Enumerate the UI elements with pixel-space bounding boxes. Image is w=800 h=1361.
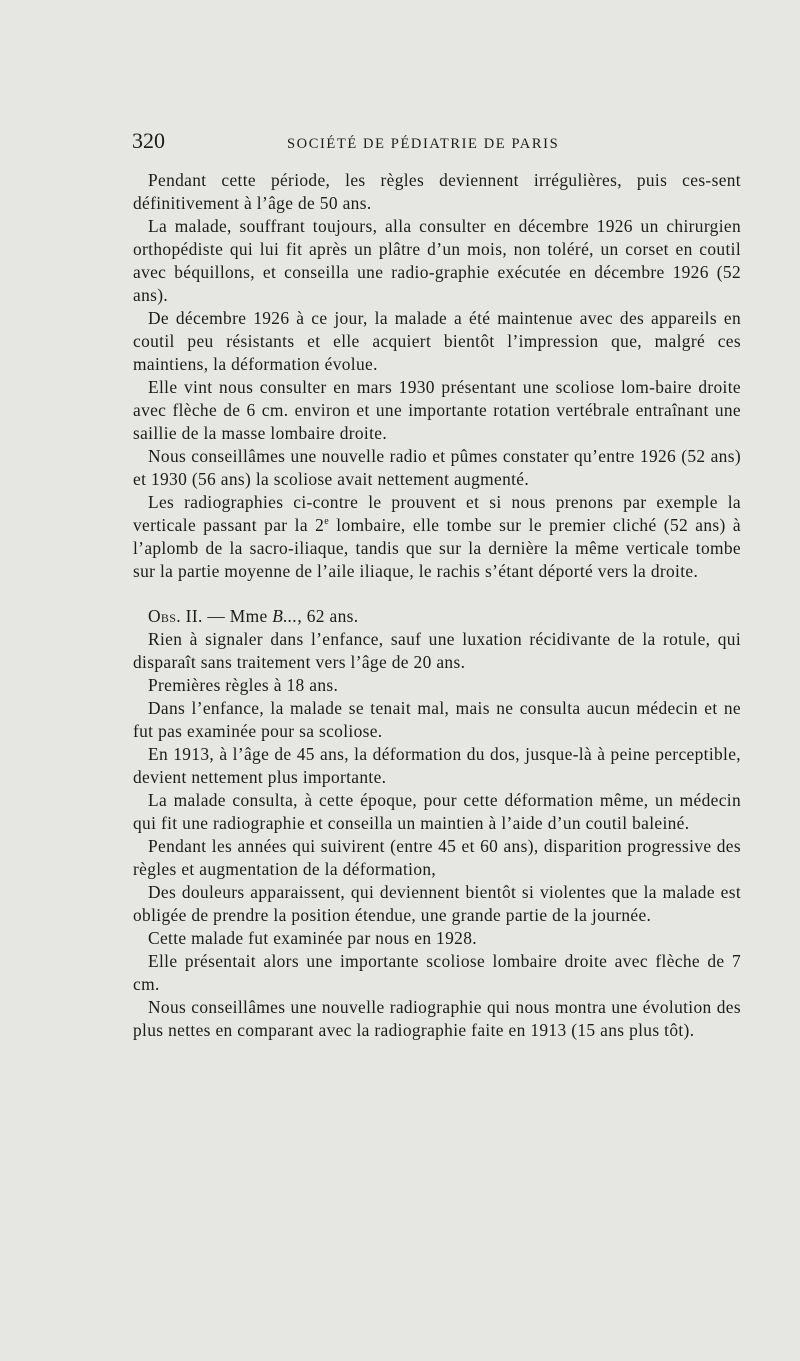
- paragraph: La malade, souffrant toujours, alla consulter en décembre 1926 un chirurgien orthopédiste qui lui fit après un plâtre d’un mois, non toléré, un corset en coutil avec béquillons, et conseilla une radio-graphie exécutée en décembre 1926 (52 ans).: [133, 216, 741, 305]
- paragraph: Des douleurs apparaissent, qui deviennent bientôt si violentes que la malade est obligée de prendre la position étendue, une grande partie de la journée.: [133, 882, 741, 925]
- text-run: Les radiographies ci-contre le prouvent et si nous prenons par exemple la verticale passant par la 2: [133, 492, 741, 535]
- paragraph: Cette malade fut examinée par nous en 1928.: [148, 928, 477, 948]
- paragraph: En 1913, à l’âge de 45 ans, la déformation du dos, jusque-là à peine perceptible, devient nettement plus importante.: [133, 744, 741, 787]
- paragraph: Elle présentait alors une importante scoliose lombaire droite avec flèche de 7 cm.: [133, 951, 741, 994]
- superscript: e: [324, 516, 330, 528]
- paragraph: Dans l’enfance, la malade se tenait mal, mais ne consulta aucun médecin et ne fut pas examinée pour sa scoliose.: [133, 698, 741, 741]
- paragraph-radiographies: [133, 491, 741, 583]
- paragraph: Nous conseillâmes une nouvelle radiographie qui nous montra une évolution des plus nettes en comparant avec la radiographie faite en 1913 (15 ans plus tôt).: [133, 997, 741, 1040]
- obs-dash: — Mme: [202, 606, 273, 626]
- text-run: lombaire, elle tombe sur le premier cliché (52 ans) à l’aplomb de la sacro-iliaque, tandis que sur la dernière la même verticale tombe sur la partie moyenne de l’aile iliaque, le rachis s’étant déporté vers la droite.: [133, 515, 741, 581]
- paragraph: Rien à signaler dans l’enfance, sauf une luxation récidivante de la rotule, qui disparaît sans traitement vers l’âge de 20 ans.: [133, 629, 741, 672]
- paragraph: Nous conseillâmes une nouvelle radio et pûmes constater qu’entre 1926 (52 ans) et 1930 (56 ans) la scoliose avait nettement augmenté.: [133, 446, 741, 489]
- running-title: SOCIÉTÉ DE PÉDIATRIE DE PARIS: [287, 136, 560, 152]
- page-header: [132, 128, 742, 158]
- paragraph: La malade consulta, à cette époque, pour cette déformation même, un médecin qui fit une radiographie et conseilla un maintien à l’aide d’un coutil baleiné.: [133, 790, 741, 833]
- observation-heading: [133, 605, 741, 628]
- obs-rest: , 62 ans.: [297, 606, 359, 626]
- paragraph: Elle vint nous consulter en mars 1930 présentant une scoliose lom-baire droite avec flèche de 6 cm. environ et une importante rotation vertébrale entraînant une saillie de la masse lombaire droite.: [133, 377, 741, 443]
- paragraph: Premières règles à 18 ans.: [148, 675, 339, 695]
- paragraph: De décembre 1926 à ce jour, la malade a été maintenue avec des appareils en coutil peu résistants et elle acquiert bientôt l’impression que, malgré ces maintiens, la déformation évolue.: [133, 308, 741, 374]
- paragraph: Pendant les années qui suivirent (entre 45 et 60 ans), disparition progressive des règles et augmentation de la déformation,: [133, 836, 741, 879]
- paragraph: Pendant cette période, les règles deviennent irrégulières, puis ces-sent définitivement à l’âge de 50 ans.: [133, 170, 741, 213]
- obs-patient-name: B...: [272, 606, 298, 626]
- obs-label: Obs. II.: [148, 606, 203, 626]
- body-text: [133, 169, 741, 1042]
- page-number: 320: [132, 128, 165, 153]
